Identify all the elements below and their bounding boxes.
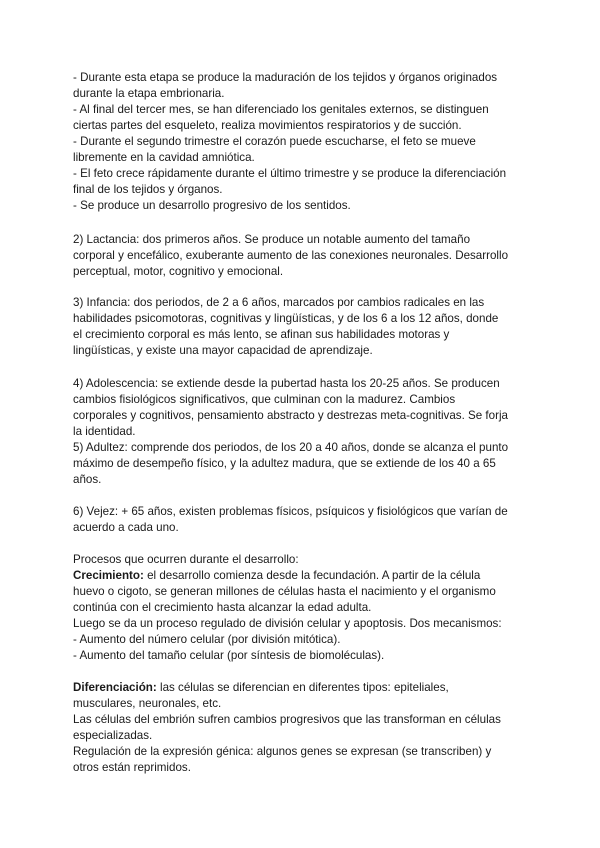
text-line: huevo o cigoto, se generan millones de células hasta el nacimiento y el organismo: [73, 585, 496, 598]
text-line: años.: [73, 473, 102, 486]
embryo-fetal-points: [73, 70, 533, 214]
text-line: 6) Vejez: + 65 años, existen problemas físicos, psíquicos y fisiológicos que varían de: [73, 505, 508, 518]
text-line: - Aumento del número celular (por división mitótica).: [73, 633, 341, 646]
text-line: 3) Infancia: dos periodos, de 2 a 6 años, marcados por cambios radicales en las: [73, 296, 485, 309]
text-line: final de los tejidos y órganos.: [73, 183, 223, 196]
section-intro: Procesos que ocurren durante el desarrollo:: [73, 553, 299, 566]
text-line: - Al final del tercer mes, se han diferenciado los genitales externos, se distinguen: [73, 103, 489, 116]
text-line: otros están reprimidos.: [73, 761, 191, 774]
paragraph-infancia: [73, 295, 533, 359]
definition-text: las células se diferencian en diferentes tipos: epiteliales,: [160, 681, 449, 694]
text-line: Regulación de la expresión génica: algunos genes se expresan (se transcriben) y: [73, 745, 492, 758]
text-line: máximo de desempeño físico, y la adultez madura, que se extiende de los 40 a 65: [73, 457, 496, 470]
text-line: continúa con el crecimiento hasta alcanzar la edad adulta.: [73, 601, 372, 614]
definition-text: el desarrollo comienza desde la fecundación. A partir de la célula: [147, 569, 481, 582]
text-line: habilidades psicomotoras, cognitivas y lingüísticas, y de los 6 a los 12 años, donde: [73, 312, 499, 325]
text-line: 2) Lactancia: dos primeros años. Se produce un notable aumento del tamaño: [73, 233, 471, 246]
text-line: el crecimiento corporal es más lento, se afinan sus habilidades motoras y: [73, 328, 450, 341]
text-line: - El feto crece rápidamente durante el último trimestre y se produce la diferenciación: [73, 167, 507, 180]
text-line: musculares, neuronales, etc.: [73, 697, 222, 710]
text-line: libremente en la cavidad amniótica.: [73, 151, 255, 164]
text-line: durante la etapa embrionaria.: [73, 87, 225, 100]
text-line: - Durante el segundo trimestre el corazón puede escucharse, el feto se mueve: [73, 135, 476, 148]
text-line: Las células del embrión sufren cambios progresivos que las transforman en células: [73, 713, 501, 726]
section-procesos: [73, 552, 533, 664]
text-line: ciertas partes del esqueleto, realiza movimientos respiratorios y de succión.: [73, 119, 462, 132]
text-line: perceptual, motor, cognitivo y emocional.: [73, 265, 284, 278]
text-line: - Se produce un desarrollo progresivo de los sentidos.: [73, 199, 351, 212]
text-line: 4) Adolescencia: se extiende desde la pubertad hasta los 20-25 años. Se producen: [73, 377, 500, 390]
paragraph-lactancia: [73, 232, 533, 280]
section-diferenciacion: [73, 680, 533, 776]
term-diferenciacion: Diferenciación:: [73, 681, 157, 694]
text-line: acuerdo a cada uno.: [73, 521, 179, 534]
text-line: corporales y cognitivos, pensamiento abstracto y destrezas meta-cognitivas. Se forja: [73, 409, 508, 422]
term-crecimiento: Crecimiento:: [73, 569, 144, 582]
text-line: - Aumento del tamaño celular (por síntesis de biomoléculas).: [73, 649, 385, 662]
text-line: [73, 568, 533, 584]
paragraph-vejez: [73, 504, 533, 536]
text-line: 5) Adultez: comprende dos periodos, de los 20 a 40 años, donde se alcanza el punto: [73, 441, 509, 454]
text-line: cambios fisiológicos significativos, que culminan con la madurez. Cambios: [73, 393, 456, 406]
text-line: - Durante esta etapa se produce la maduración de los tejidos y órganos originados: [73, 71, 498, 84]
text-line: especializadas.: [73, 729, 153, 742]
text-line: la identidad.: [73, 425, 136, 438]
text-line: Luego se da un proceso regulado de división celular y apoptosis. Dos mecanismos:: [73, 617, 502, 630]
paragraph-adolescencia-adultez: [73, 376, 533, 488]
text-line: corporal y encefálico, exuberante aumento de las conexiones neuronales. Desarrollo: [73, 249, 509, 262]
text-line: lingüísticas, y existe una mayor capacidad de aprendizaje.: [73, 344, 373, 357]
text-line: [73, 680, 533, 696]
